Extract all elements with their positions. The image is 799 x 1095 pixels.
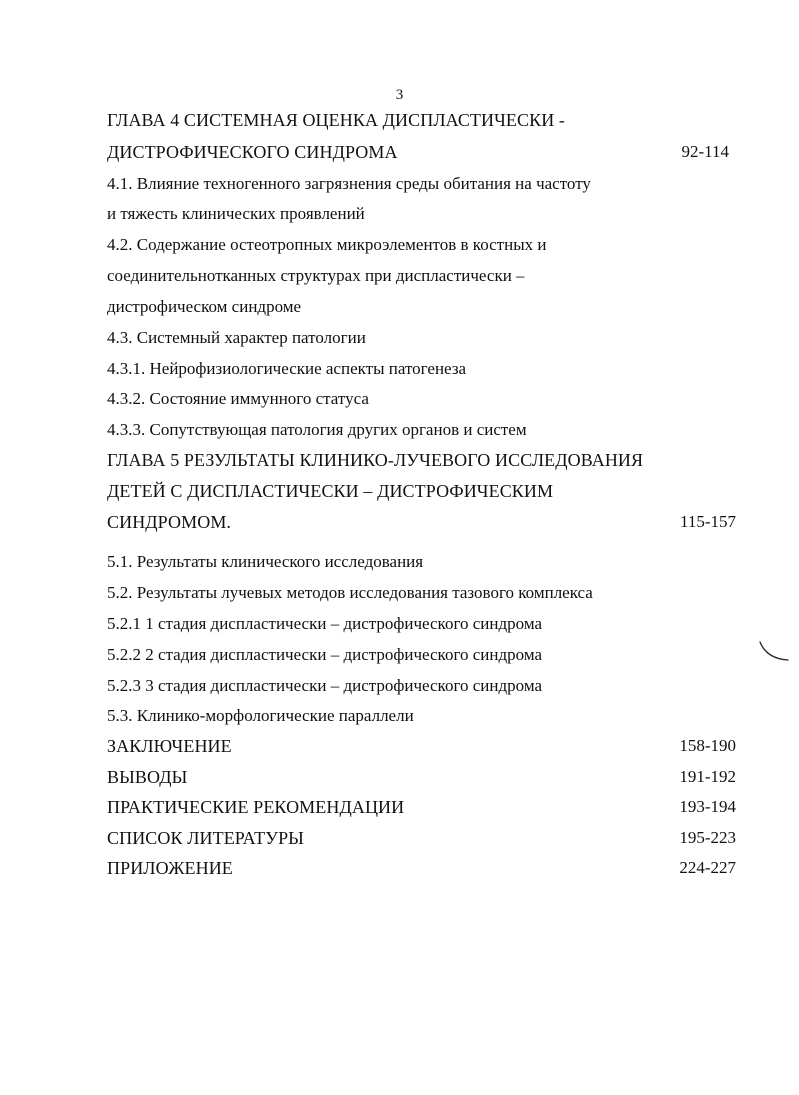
back-matter-recommendations-pages: 193-194 xyxy=(679,797,736,816)
toc-item-5-1: 5.1. Результаты клинического исследования xyxy=(107,552,424,571)
back-matter-findings: ВЫВОДЫ xyxy=(107,767,188,787)
toc-item-5-2: 5.2. Результаты лучевых методов исследования тазового комплекса xyxy=(107,583,593,602)
back-matter-appendix-pages: 224-227 xyxy=(679,858,736,877)
chapter5-title-line3: СИНДРОМОМ. xyxy=(107,512,232,532)
back-matter-recommendations: ПРАКТИЧЕСКИЕ РЕКОМЕНДАЦИИ xyxy=(107,797,405,817)
margin-pen-stroke xyxy=(758,640,792,666)
toc-item-5-2-2: 5.2.2 2 стадия диспластически – дистрофического синдрома xyxy=(107,645,543,664)
back-matter-conclusion-pages: 158-190 xyxy=(679,736,736,755)
toc-item-5-2-3: 5.2.3 3 стадия диспластически – дистрофического синдрома xyxy=(107,676,543,695)
toc-item-4-2-line1: 4.2. Содержание остеотропных микроэлементов в костных и xyxy=(107,235,547,254)
toc-item-4-3-3: 4.3.3. Сопутствующая патология других органов и систем xyxy=(107,420,527,439)
toc-item-4-1-line1: 4.1. Влияние техногенного загрязнения среды обитания на частоту xyxy=(107,174,591,193)
toc-item-4-3-1: 4.3.1. Нейрофизиологические аспекты патогенеза xyxy=(107,359,467,378)
chapter5-title-line2: ДЕТЕЙ С ДИСПЛАСТИЧЕСКИ – ДИСТРОФИЧЕСКИМ xyxy=(107,481,554,501)
back-matter-references: СПИСОК ЛИТЕРАТУРЫ xyxy=(107,828,304,848)
back-matter-conclusion: ЗАКЛЮЧЕНИЕ xyxy=(107,736,232,756)
chapter4-title-line1: ГЛАВА 4 СИСТЕМНАЯ ОЦЕНКА ДИСПЛАСТИЧЕСКИ - xyxy=(107,110,566,130)
toc-item-5-2-1: 5.2.1 1 стадия диспластически – дистрофического синдрома xyxy=(107,614,543,633)
back-matter-findings-pages: 191-192 xyxy=(679,767,736,786)
chapter4-title-line2: ДИСТРОФИЧЕСКОГО СИНДРОМА xyxy=(107,142,398,162)
page-number: 3 xyxy=(395,87,404,103)
toc-item-4-2-line2: соединительнотканных структурах при диспластически – xyxy=(107,266,525,285)
chapter5-pages: 115-157 xyxy=(679,512,736,531)
toc-item-4-3: 4.3. Системный характер патологии xyxy=(107,328,366,347)
back-matter-references-pages: 195-223 xyxy=(679,828,736,847)
back-matter-appendix: ПРИЛОЖЕНИЕ xyxy=(107,858,233,878)
toc-item-4-2-line3: дистрофическом синдроме xyxy=(107,297,302,316)
toc-item-4-1-line2: и тяжесть клинических проявлений xyxy=(107,204,365,223)
chapter5-title-line1: ГЛАВА 5 РЕЗУЛЬТАТЫ КЛИНИКО-ЛУЧЕВОГО ИССЛЕДОВАНИЯ xyxy=(107,450,644,470)
toc-item-5-3: 5.3. Клинико-морфологические параллели xyxy=(107,706,414,725)
toc-item-4-3-2: 4.3.2. Состояние иммунного статуса xyxy=(107,389,369,408)
chapter4-pages: 92-114 xyxy=(681,142,729,161)
